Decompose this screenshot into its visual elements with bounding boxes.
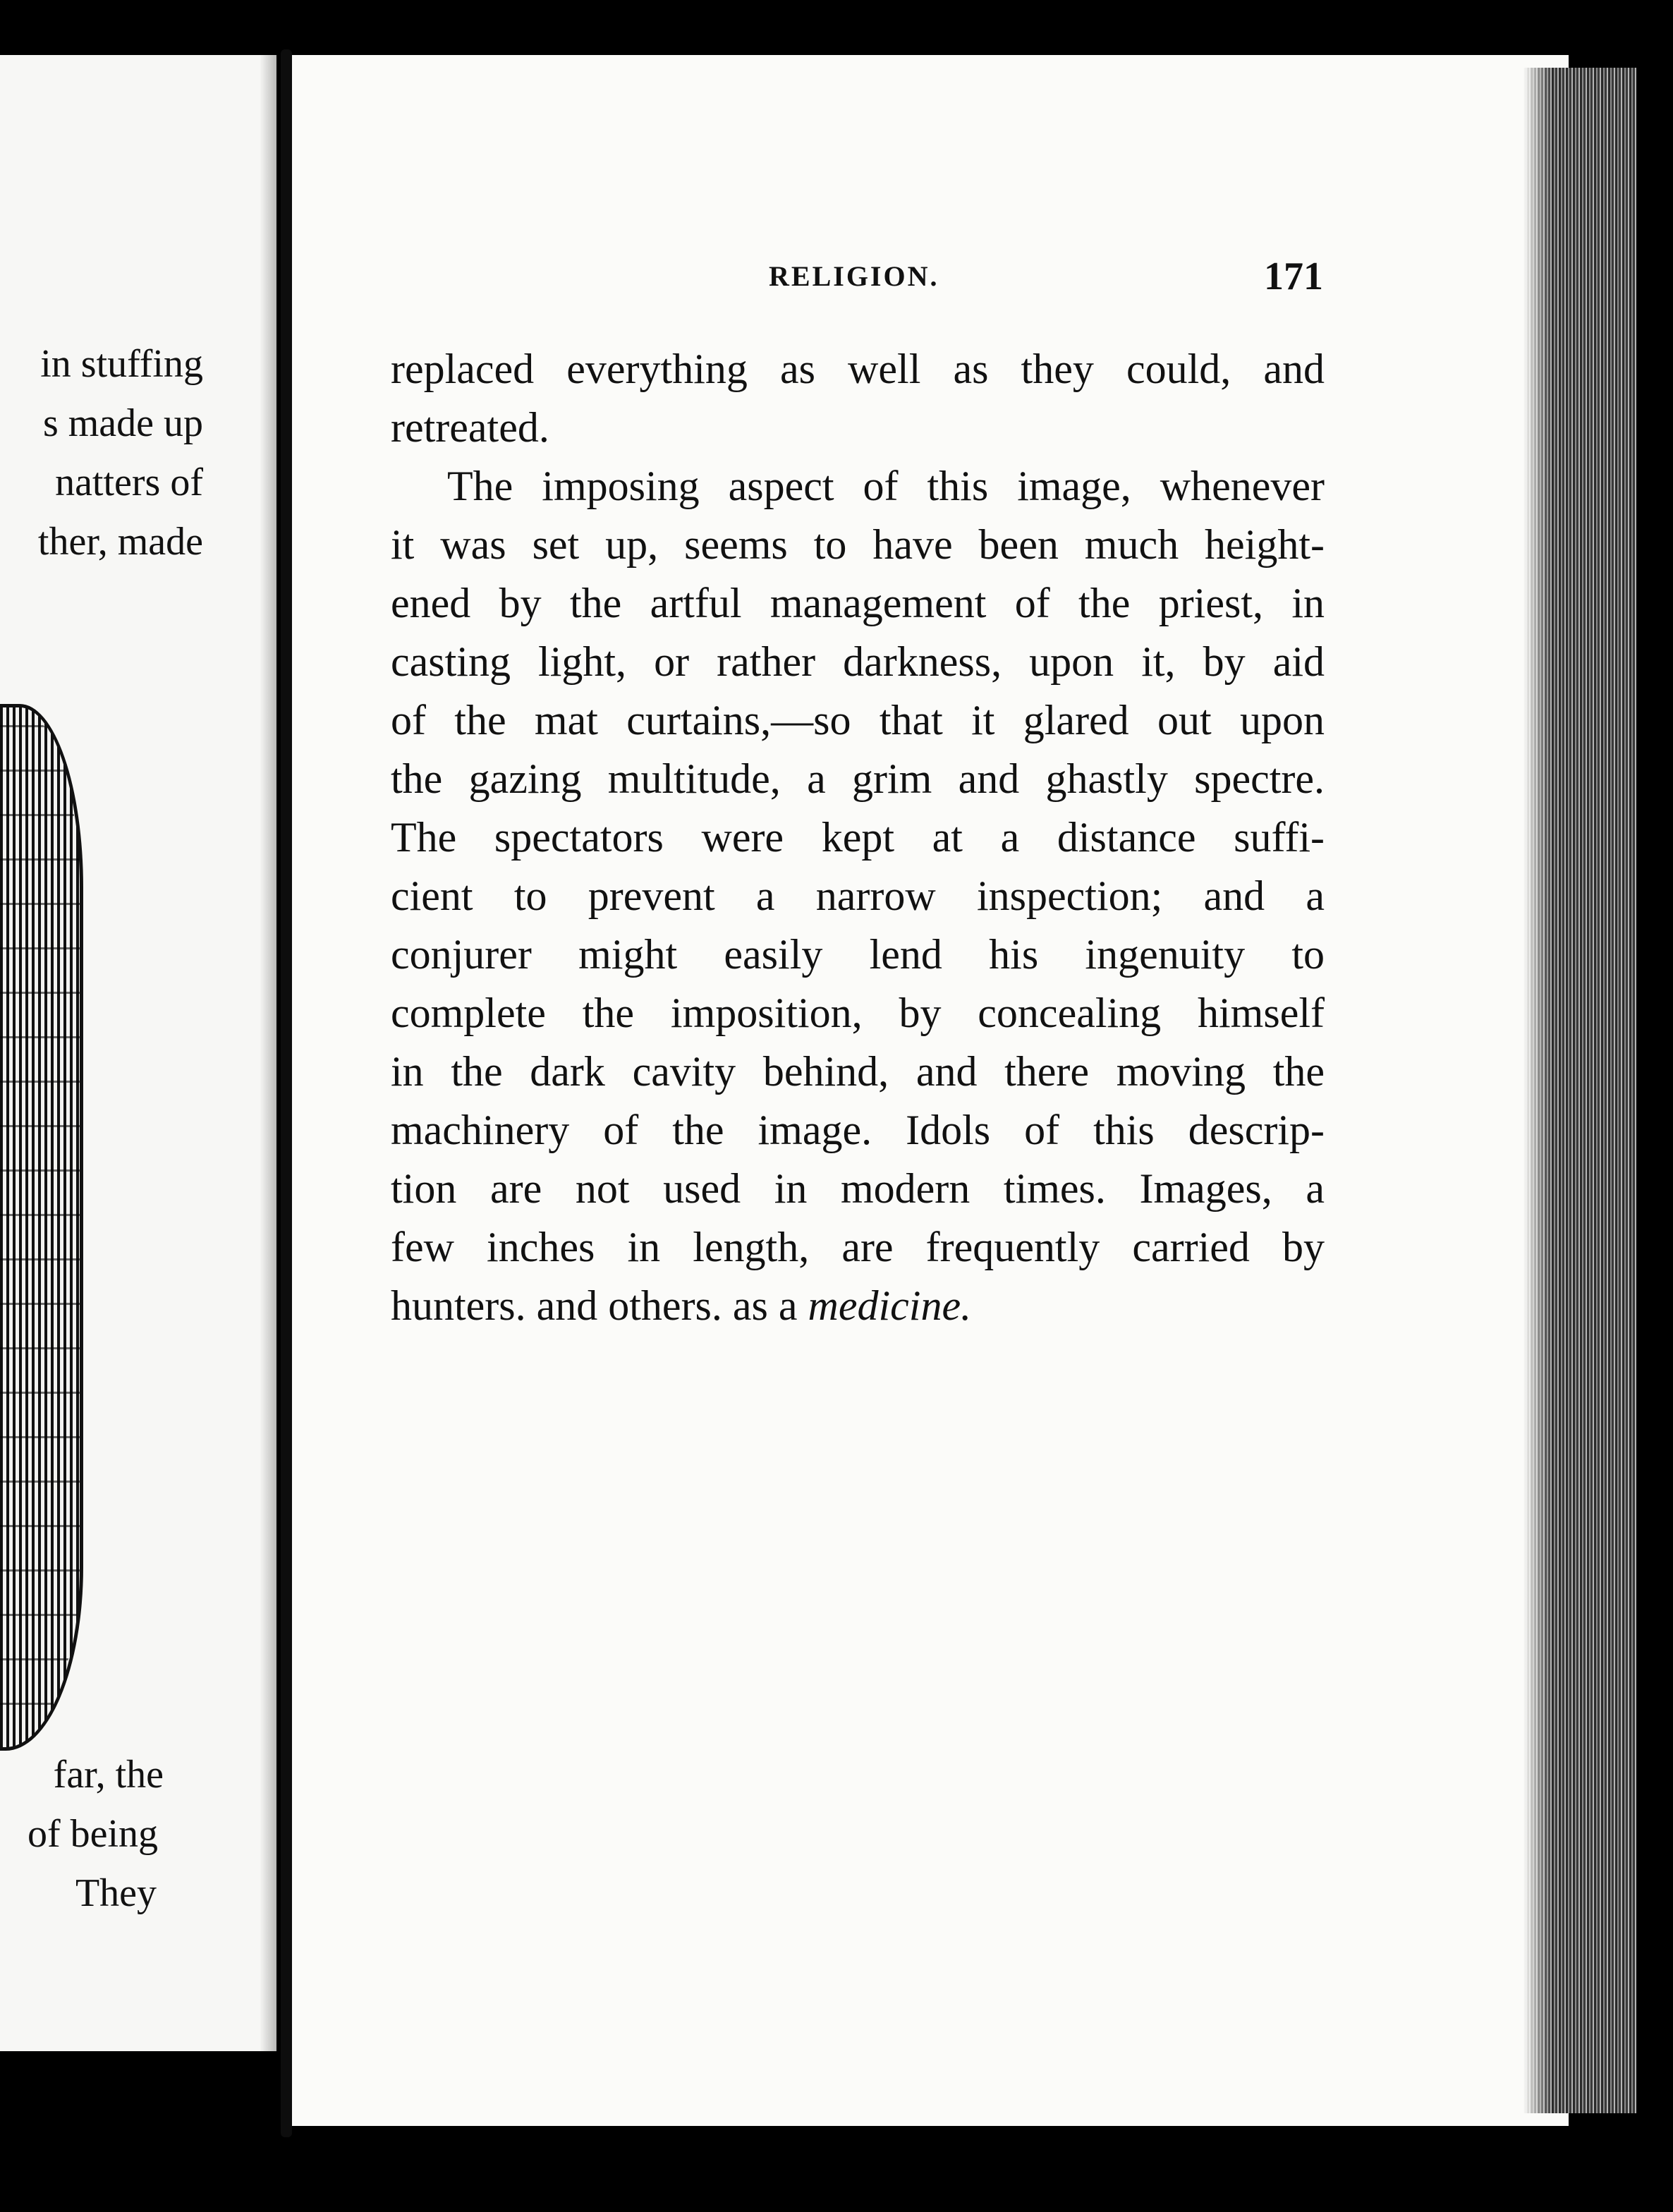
text-line: conjurer might easily lend his ingenuity to (391, 931, 1325, 978)
text-line: replaced everything as well as they could, and (391, 346, 1325, 392)
text-line: of the mat curtains,—so that it glared out upon (391, 697, 1325, 743)
book-spine (281, 49, 292, 2137)
text-line-prefix: hunters. and others. as a (391, 1282, 798, 1329)
left-text-line: natters of (55, 461, 203, 504)
text-line: ened by the artful management of the priest, in (391, 580, 1325, 626)
left-text-line: in stuffing (40, 342, 203, 386)
engraving-bands (0, 707, 80, 1747)
text-line: retreated. (391, 404, 549, 451)
left-text-line: ther, made (37, 520, 203, 564)
text-line: the gazing multitude, a grim and ghastly spectre. (391, 755, 1325, 802)
page-number: 171 (1264, 255, 1323, 298)
left-text-line: They (75, 1871, 157, 1915)
text-line-last (391, 1277, 1325, 1335)
gutter-shadow (260, 55, 276, 2051)
engraving-illustration (0, 704, 83, 1751)
text-line: machinery of the image. Idols of this descrip- (391, 1107, 1325, 1153)
italic-word: medicine. (808, 1282, 972, 1329)
text-line: it was set up, seems to have been much height- (391, 521, 1325, 568)
page-edges (1523, 68, 1636, 2113)
left-page (0, 55, 276, 2051)
text-line: few inches in length, are frequently carried by (391, 1224, 1325, 1270)
left-text-line: s made up (42, 401, 203, 445)
text-line: complete the imposition, by concealing himself (391, 990, 1325, 1036)
text-line: casting light, or rather darkness, upon it, by aid (391, 638, 1325, 685)
text-line: The imposing aspect of this image, whenever (447, 463, 1325, 509)
body-text (391, 340, 1325, 1335)
running-head: RELIGION. (769, 260, 939, 292)
text-line: cient to prevent a narrow inspection; and a (391, 873, 1325, 919)
left-text-line: of being (27, 1812, 158, 1856)
text-line: in the dark cavity behind, and there moving the (391, 1048, 1325, 1095)
page-edge-fade (1523, 68, 1552, 2113)
left-text-line: far, the (53, 1753, 164, 1797)
text-line: The spectators were kept at a distance suffi- (391, 814, 1325, 861)
text-line: tion are not used in modern times. Images, a (391, 1165, 1325, 1212)
